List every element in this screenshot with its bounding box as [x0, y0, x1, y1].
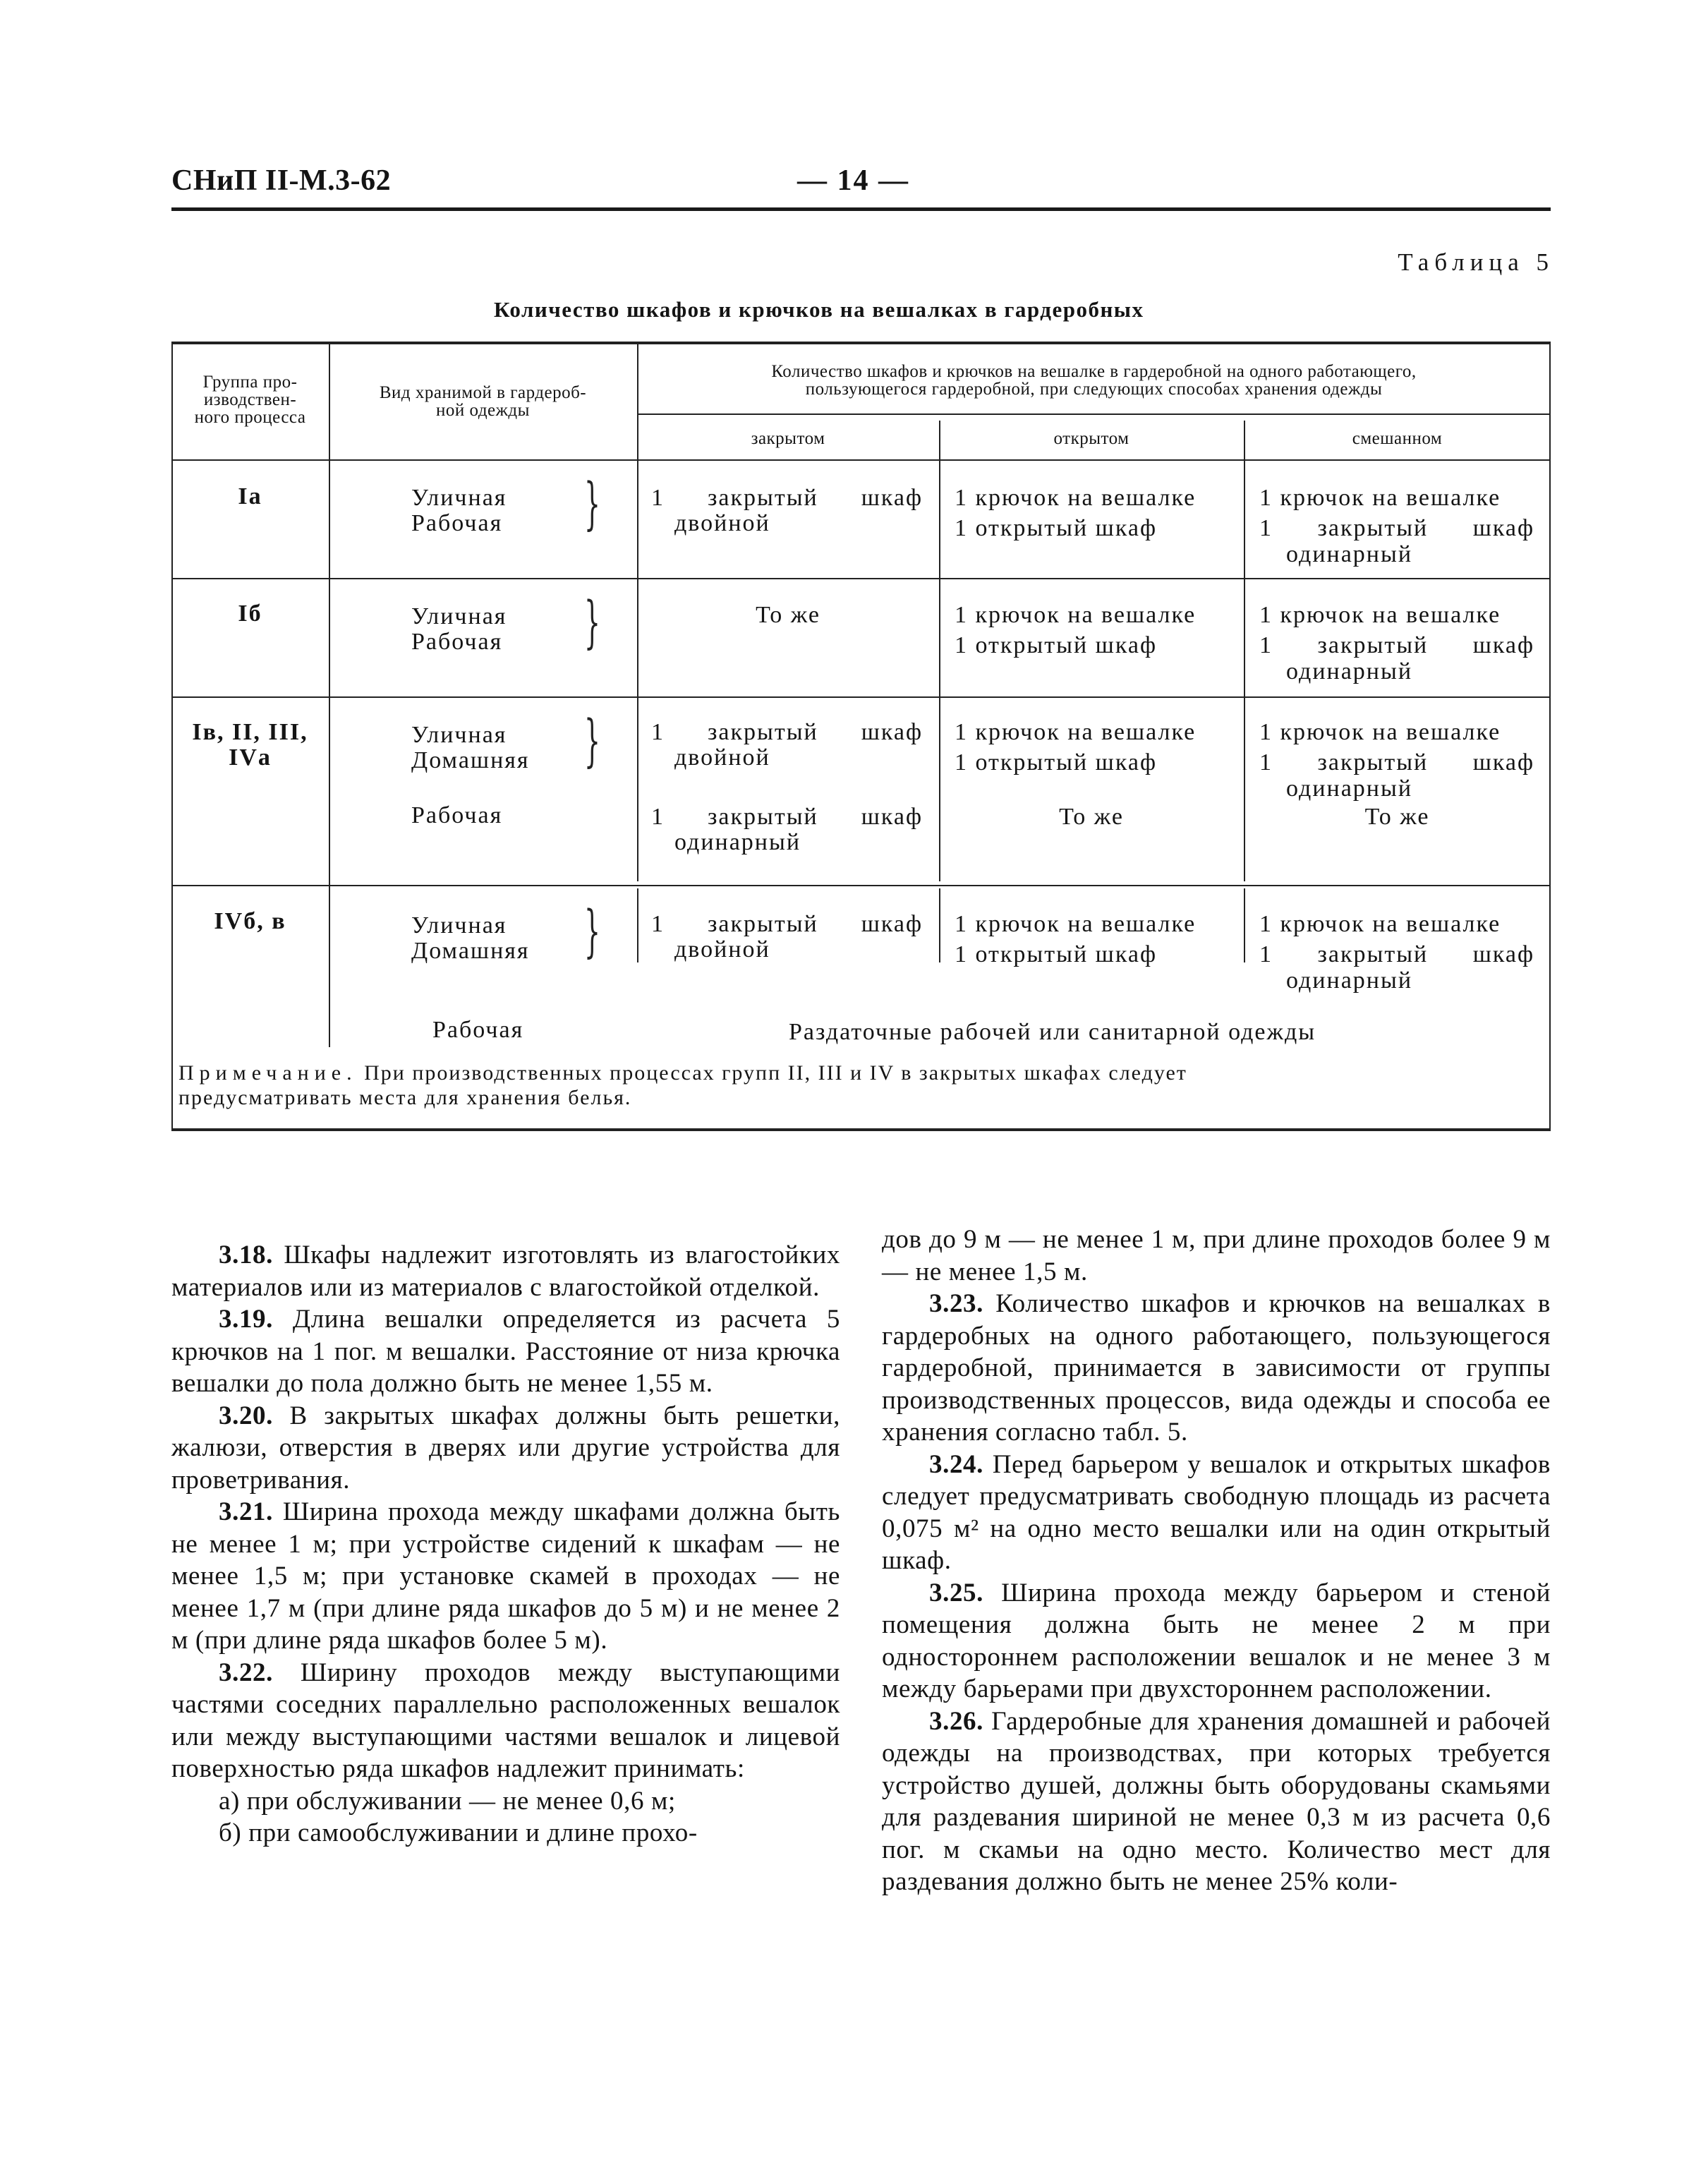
row4-clothes-1: Уличная [411, 912, 507, 938]
row3-closed2-2: одинарный [674, 829, 801, 855]
row4-open-1: 1 крючок на вешалке [955, 911, 1197, 937]
row1-open-1: 1 крючок на вешалке [955, 485, 1197, 511]
left-column [171, 1239, 840, 1849]
row3-mixed-same: То же [1364, 804, 1430, 830]
row1-group: Iа [238, 483, 262, 509]
head-mixed: смешанном [1352, 429, 1443, 448]
table-label: Таблица 5 [1398, 248, 1554, 276]
right-column [882, 1224, 1551, 1898]
note-text: При производственных процессах групп II, III и IV в закрытых шкафах следует [357, 1061, 1187, 1085]
paragraph [882, 1224, 1551, 1288]
row-rule [171, 578, 1551, 579]
paragraph-text: Шкафы надлежит изготовлять из влагостойких материалов или из материалов с влагостойкой отделкой. [171, 1241, 840, 1302]
row1-open-2: 1 открытый шкаф [955, 515, 1157, 541]
table-note-2: предусматривать места для хранения белья. [178, 1086, 632, 1109]
row4-closed-2: двойной [674, 936, 770, 962]
paragraph [171, 1400, 840, 1497]
row2-mixed-1: 1 крючок на вешалке [1259, 602, 1501, 628]
paragraph [882, 1706, 1551, 1898]
row1-clothes-1: Уличная [411, 485, 507, 511]
paragraph-text: Ширина прохода между барьером и стеной помещения должна быть не менее 2 м при одностороннем расположении вешалок и не менее 3 м между барьерами при двухстороннем расположении. [882, 1578, 1551, 1703]
row2-mixed-2: 1 закрытый шкаф [1259, 632, 1534, 658]
row1-mixed-1: 1 крючок на вешалке [1259, 485, 1501, 511]
note-label: Примечание. [178, 1061, 358, 1085]
row3-clothes-work: Рабочая [411, 802, 503, 828]
col-divider [939, 888, 940, 962]
paragraph [882, 1288, 1551, 1449]
row2-group: Iб [238, 600, 262, 627]
row3-group-2: IVа [229, 744, 272, 771]
paragraph-text: Ширина прохода между шкафами должна быть не менее 1 м; при устройстве сидений к шкафам — не менее 1,5 м; при установке скамей в проходах — не менее 1,7 м (при длине ряда шкафов до 5 м) и не менее 2 м (при длине ряда шкафов более 5 м). [171, 1497, 840, 1655]
row3-mixed-2: 1 закрытый шкаф [1259, 749, 1534, 775]
row4-span: Раздаточные рабочей или санитарной одежды [789, 1019, 1316, 1045]
paragraph [171, 1496, 840, 1657]
brace-icon: } [584, 898, 600, 964]
table-top-rule [171, 342, 1551, 344]
row4-mixed-1: 1 крючок на вешалке [1259, 911, 1501, 937]
row4-clothes-2: Домашняя [411, 938, 530, 964]
row3-mixed-1: 1 крючок на вешалке [1259, 719, 1501, 745]
paragraph-number: 3.25. [929, 1578, 983, 1607]
paragraph [171, 1657, 840, 1785]
paragraph [171, 1785, 840, 1818]
row1-mixed-3: одинарный [1286, 541, 1413, 567]
paragraph-number: 3.23. [929, 1289, 983, 1318]
header-rule [171, 207, 1551, 211]
row2-clothes-2: Рабочая [411, 629, 503, 655]
row1-closed-2: двойной [674, 510, 770, 536]
document-code: СНиП II-М.3-62 [171, 164, 392, 197]
col-divider [637, 888, 638, 962]
paragraph-number: 3.21. [219, 1497, 273, 1526]
paragraph-text: Гардеробные для хранения домашней и рабочей одежды на производствах, при которых требуется устройство душей, должны быть оборудованы скамьями для раздевания шириной не менее 0,3 м из расчета 0,6 пог. м скамьи на одно место. Количество мест для раздевания должно быть не менее 25% коли- [882, 1706, 1551, 1896]
row3-group-1: Iв, II, III, [192, 719, 308, 745]
row4-mixed-2: 1 закрытый шкаф [1259, 941, 1534, 967]
row4-open-2: 1 открытый шкаф [955, 941, 1157, 967]
table-right-border [1549, 342, 1551, 1130]
brace-icon: } [584, 471, 600, 536]
paragraph-text: Ширину проходов между выступающими частями соседних параллельно расположенных вешалок или между выступающими частями вешалок и лицевой поверхностью ряда шкафов надлежит принимать: [171, 1658, 840, 1783]
paragraph-number: 3.19. [219, 1305, 273, 1334]
paragraph [171, 1817, 840, 1849]
brace-icon: } [584, 589, 600, 655]
table-note [178, 1061, 1540, 1085]
row2-open-2: 1 открытый шкаф [955, 632, 1157, 658]
head-closed: закрытом [751, 429, 825, 448]
paragraph-number: 3.20. [219, 1401, 273, 1430]
paragraph-number: 3.22. [219, 1658, 273, 1687]
paragraph-text: б) при самообслуживании и длине прохо- [219, 1818, 698, 1847]
paragraph-number: 3.18. [219, 1241, 273, 1269]
row3-mixed-3: одинарный [1286, 775, 1413, 802]
paragraph-text: а) при обслуживании — не менее 0,6 м; [219, 1786, 676, 1816]
row4-group: IVб, в [214, 908, 286, 934]
row3-closed2-1: 1 закрытый шкаф [651, 804, 923, 830]
row-rule [171, 696, 1551, 698]
col-divider [1244, 888, 1245, 962]
paragraph-text: Количество шкафов и крючков на вешалках в гардеробных на одного работающего, пользующегося гардеробной, принимается в зависимости от группы производственных процессов, вида одежды и способа ее хранения согласно табл. 5. [882, 1289, 1551, 1447]
table-header-rule [171, 459, 1551, 461]
paragraph [171, 1239, 840, 1303]
table [171, 342, 1551, 1132]
row4-closed-1: 1 закрытый шкаф [651, 911, 923, 937]
row4-mixed-3: одинарный [1286, 967, 1413, 994]
head-storage: Количество шкафов и крючков на вешалке в гардеробной на одного работающего, пользующегося гардеробной, при следующих способах хранения одежды [771, 362, 1417, 399]
row-rule [171, 885, 1551, 886]
table-bottom-rule [171, 1128, 1551, 1131]
row3-open-2: 1 открытый шкаф [955, 749, 1157, 775]
table-title: Количество шкафов и крючков на вешалках в гардеробных [494, 297, 1144, 322]
row3-clothes-2: Домашняя [411, 747, 530, 773]
head-group: Группа про- изводствен- ного процесса [194, 373, 306, 427]
paragraph-text: В закрытых шкафах должны быть решетки, жалюзи, отверстия в дверях или другие устройства для проветривания. [171, 1401, 840, 1495]
row1-closed-1: 1 закрытый шкаф [651, 485, 923, 511]
paragraph [171, 1303, 840, 1400]
row3-open-same: То же [1059, 804, 1124, 830]
row2-clothes-1: Уличная [411, 603, 507, 629]
row3-closed-1: 1 закрытый шкаф [651, 719, 923, 745]
paragraph-text: Длина вешалки определяется из расчета 5 крючков на 1 пог. м вешалки. Расстояние от низа крючка вешалки до пола должно быть не менее 1,55 м. [171, 1305, 840, 1398]
table-subheader-rule [637, 414, 1551, 415]
row2-open-1: 1 крючок на вешалке [955, 602, 1197, 628]
paragraph-text: дов до 9 м — не менее 1 м, при длине проходов более 9 м — не менее 1,5 м. [882, 1225, 1551, 1286]
row3-open-1: 1 крючок на вешалке [955, 719, 1197, 745]
paragraph-number: 3.26. [929, 1706, 983, 1736]
paragraph [882, 1577, 1551, 1706]
row3-clothes-1: Уличная [411, 722, 507, 748]
head-open: открытом [1053, 429, 1129, 448]
paragraph-text: Перед барьером у вешалок и открытых шкафов следует предусматривать свободную площадь из расчета 0,075 м² на одно место вешалки или на один открытый шкаф. [882, 1449, 1551, 1575]
row4-clothes-work: Рабочая [432, 1017, 524, 1043]
paragraph [882, 1449, 1551, 1577]
row3-closed-2: двойной [674, 744, 770, 771]
col-divider [329, 342, 330, 1047]
page-number: — 14 — [797, 164, 909, 197]
row2-closed: То же [756, 602, 820, 628]
brace-icon: } [584, 708, 600, 773]
row1-mixed-2: 1 закрытый шкаф [1259, 515, 1534, 541]
head-clothes: Вид хранимой в гардероб- ной одежды [379, 383, 587, 420]
paragraph-number: 3.24. [929, 1449, 983, 1479]
row2-mixed-3: одинарный [1286, 658, 1413, 684]
row1-clothes-2: Рабочая [411, 510, 503, 536]
